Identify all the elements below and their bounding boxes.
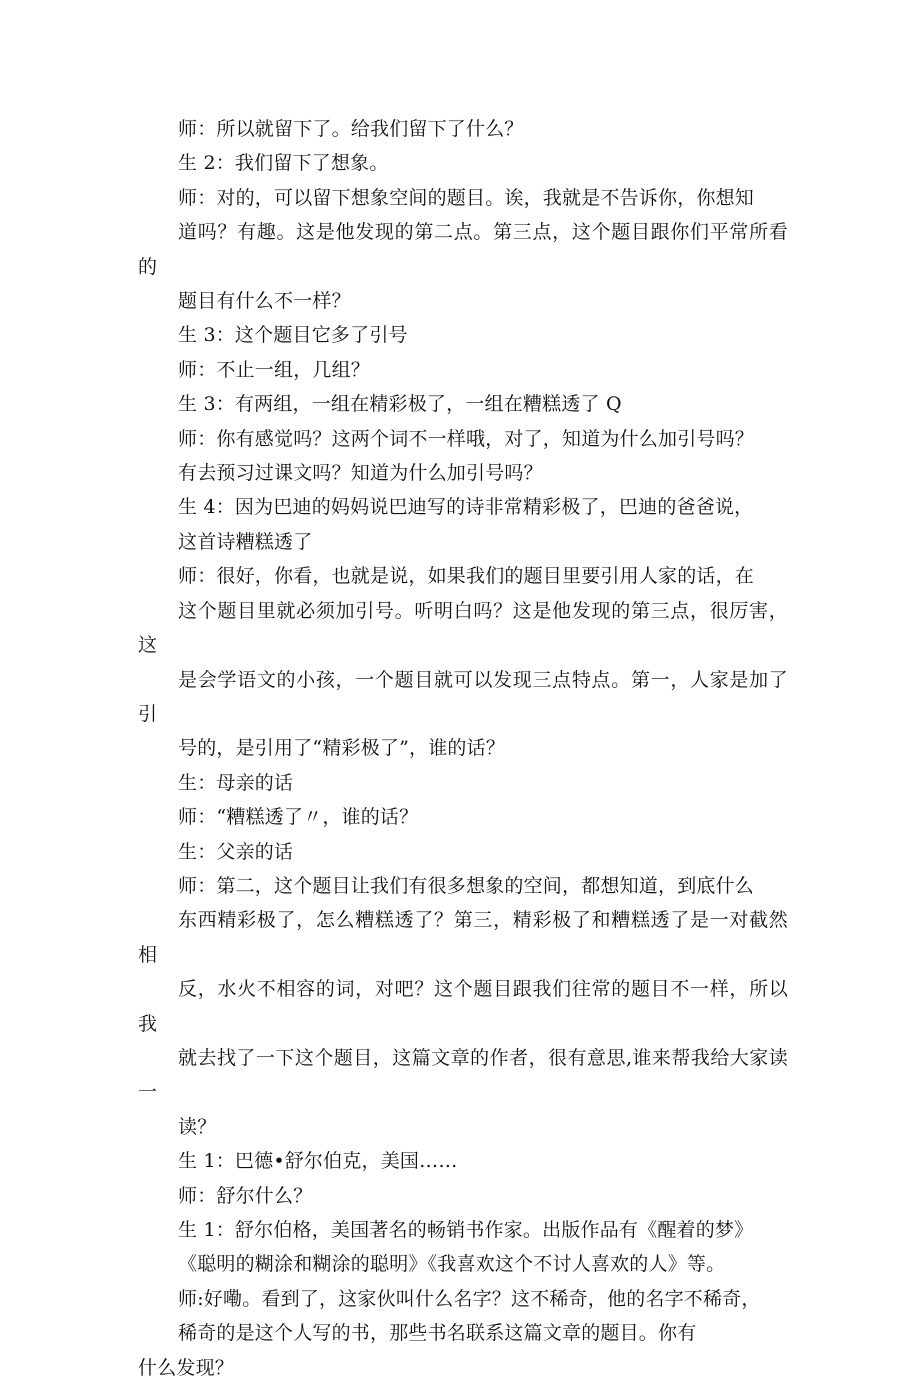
transcript-paragraph-p17 (138, 1282, 788, 1351)
paragraph-line: 师：所以就留下了。给我们留下了什么？ (178, 118, 524, 140)
paragraph-line: 《聪明的糊涂和糊涂的聪明》《我喜欢这个不讨人喜欢的人》等。 (178, 1253, 726, 1276)
paragraph-line: 师：第二，这个题目让我们有很多想象的空间，都想知道，到底什么 (178, 874, 755, 897)
paragraph-line: 生 3：有两组，一组在精彩极了，一组在糟糕透了 Q (178, 393, 622, 416)
paragraph-line: 就去找了一下这个题目，这篇文章的作者，很有意思,谁来帮我给大家读一 (138, 1046, 788, 1104)
paragraph-line: 这个题目里就必须加引号。听明白吗？这是他发现的第三点，很厉害，这 (138, 599, 788, 657)
transcript-paragraph-p14 (138, 1144, 788, 1178)
transcript-paragraph-p9 (138, 559, 788, 765)
transcript-paragraph-p15 (138, 1179, 788, 1213)
paragraph-line: 读？ (178, 1115, 217, 1138)
paragraph-line: 反，水火不相容的词，对吧？这个题目跟我们往常的题目不一样，所以我 (138, 978, 788, 1035)
transcript-paragraph-p13 (138, 869, 788, 1144)
paragraph-line: 生 3：这个题目它多了引号 (178, 324, 408, 347)
transcript-paragraph-p3 (138, 181, 788, 319)
paragraph-line: 生 1：舒尔伯格，美国著名的畅销书作家。出版作品有《醒着的梦》 (178, 1219, 754, 1241)
transcript-paragraph-p11 (138, 800, 788, 834)
paragraph-line: 生 2：我们留下了想象。 (178, 152, 389, 175)
paragraph-line: 师：舒尔什么？ (178, 1184, 313, 1207)
paragraph-line: 是会学语文的小孩，一个题目就可以发现三点特点。第一，人家是加了引 (138, 668, 788, 725)
transcript-paragraph-p7 (138, 422, 788, 491)
paragraph-line: 生：母亲的话 (178, 771, 294, 794)
paragraph-line: 稀奇的是这个人写的书，那些书名联系这篇文章的题目。你有 (178, 1322, 697, 1345)
paragraph-line: 师：“糟糕透了〃，谁的话？ (178, 806, 419, 829)
paragraph-line: 生 1：巴德•舒尔伯克，美国…… (178, 1150, 458, 1173)
paragraph-line: 这首诗糟糕透了 (178, 530, 313, 553)
paragraph-line: 生 4：因为巴迪的妈妈说巴迪写的诗非常精彩极了，巴迪的爸爸说， (178, 496, 754, 519)
paragraph-line: 东西精彩极了，怎么糟糕透了？第三，精彩极了和糟糕透了是一对截然相 (138, 909, 788, 966)
transcript-paragraph-p5 (138, 353, 788, 387)
transcript-paragraph-p8 (138, 490, 788, 559)
transcript-paragraph-p16 (138, 1213, 788, 1282)
paragraph-line: 师：你有感觉吗？这两个词不一样哦，对了，知道为什么加引号吗？ (178, 427, 755, 450)
paragraph-line: 师：对的，可以留下想象空间的题目。诶，我就是不告诉你，你想知 (178, 186, 755, 209)
transcript-body (138, 112, 788, 1385)
paragraph-line: 师：不止一组，几组？ (178, 358, 371, 381)
transcript-paragraph-p1 (138, 112, 788, 146)
paragraph-line: 师：很好，你看，也就是说，如果我们的题目里要引用人家的话，在 (178, 565, 755, 588)
transcript-paragraph-p4 (138, 318, 788, 352)
paragraph-line: 题目有什么不一样？ (178, 290, 351, 313)
paragraph-line: 号的，是引用了“精彩极了”，谁的话？ (178, 737, 506, 760)
transcript-paragraph-p10 (138, 766, 788, 800)
paragraph-line: 生：父亲的话 (178, 840, 294, 863)
transcript-paragraph-p6 (138, 387, 788, 421)
paragraph-line: 道吗？有趣。这是他发现的第二点。第三点，这个题目跟你们平常所看的 (138, 221, 788, 278)
paragraph-line: 什么发现？ (138, 1356, 235, 1379)
transcript-paragraph-p18 (138, 1351, 788, 1385)
transcript-paragraph-p12 (138, 835, 788, 869)
paragraph-line: 有去预习过课文吗？知道为什么加引号吗？ (178, 462, 543, 485)
transcript-paragraph-p2 (138, 146, 788, 180)
paragraph-line: 师:好嘞。看到了，这家伙叫什么名字？这不稀奇，他的名字不稀奇， (178, 1287, 761, 1310)
